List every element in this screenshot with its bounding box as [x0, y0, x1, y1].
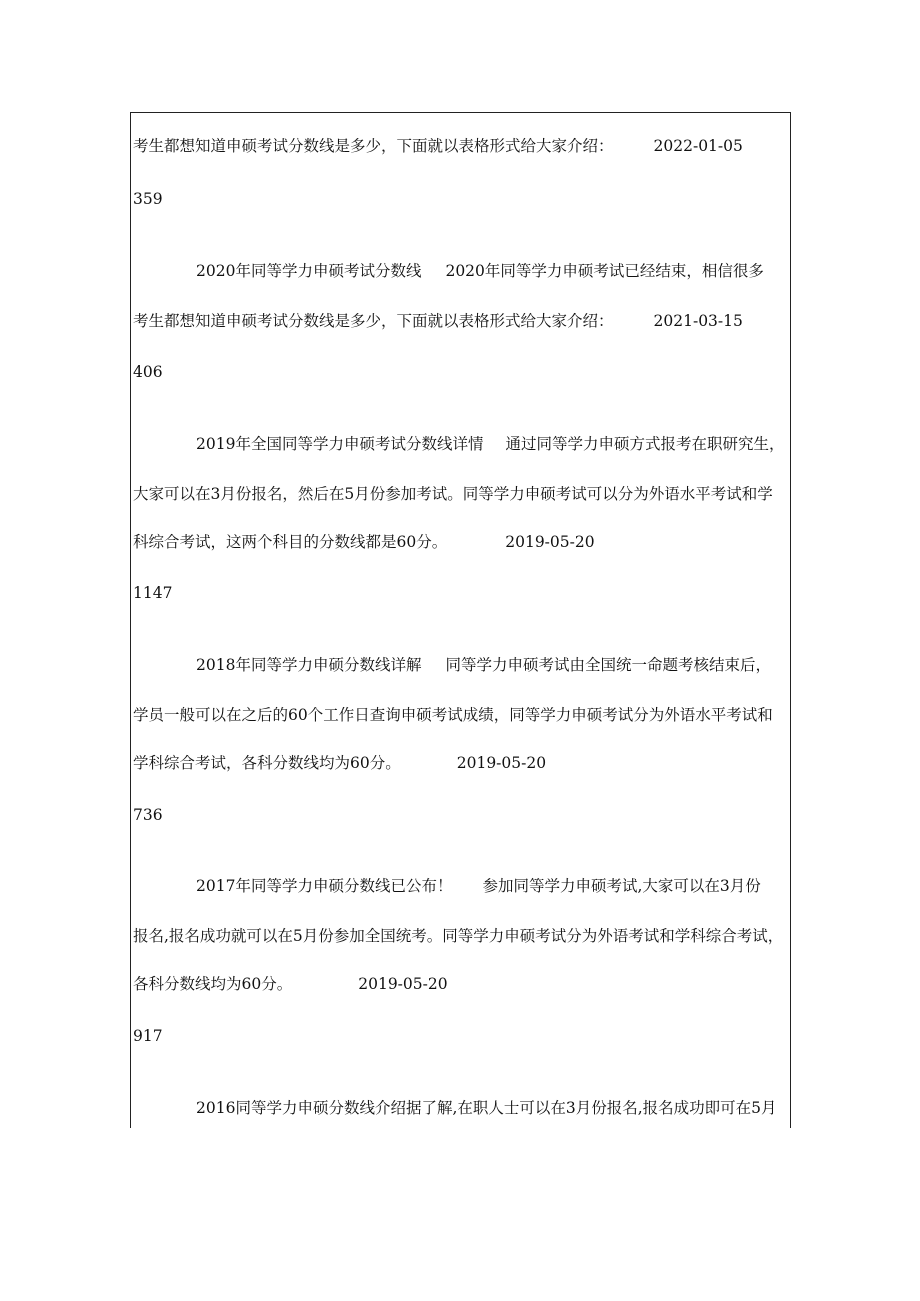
- entry-date: 2019-05-20: [358, 975, 448, 993]
- entry-line: [133, 705, 773, 725]
- entry-line: [196, 261, 764, 281]
- entry-text: 2020年同等学力申硕考试已经结束，相信很多: [445, 262, 764, 280]
- entry-text: 科综合考试，这两个科目的分数线都是60分。: [133, 533, 448, 551]
- entry-line: [133, 532, 595, 552]
- entry-line: [133, 753, 546, 773]
- entry-text: 报名,报名成功就可以在5月份参加全国统考。同等学力申硕考试分为外语考试和学科综合考试，: [133, 927, 784, 945]
- entry-text: 据了解,在职人士可以在3月份报名,报名成功即可在5月: [405, 1099, 777, 1117]
- entry-line: [196, 434, 784, 454]
- entry-text: 各科分数线均为60分。: [133, 975, 293, 993]
- entry-date: 2019-05-20: [456, 754, 547, 772]
- entry-text: 考生都想知道申硕考试分数线是多少，下面就以表格形式给大家介绍：: [133, 312, 614, 330]
- entry-line: [133, 136, 743, 156]
- entry-title[interactable]: 2020年同等学力申硕考试分数线: [196, 262, 422, 280]
- entry-title[interactable]: 2016同等学力申硕分数线介绍: [196, 1099, 406, 1117]
- entry-line: [196, 1098, 777, 1118]
- entry-views: 736: [133, 806, 163, 824]
- entry-text: 通过同等学力申硕方式报考在职研究生，: [505, 435, 785, 453]
- entry-line: [133, 311, 743, 331]
- entry-views: 406: [133, 363, 163, 381]
- entry-line: [133, 926, 783, 946]
- entry-text: 考生都想知道申硕考试分数线是多少，下面就以表格形式给大家介绍：: [133, 137, 614, 155]
- entry-date: 2022-01-05: [653, 137, 743, 155]
- entry-text: 大家可以在3月份报名，然后在5月份参加考试。同等学力申硕考试可以分为外语水平考试和学: [133, 485, 773, 503]
- entry-line: [196, 876, 761, 896]
- entry-title[interactable]: 2017年同等学力申硕分数线已公布！: [196, 877, 453, 895]
- entry-date: 2021-03-15: [653, 312, 743, 330]
- entry-line: [196, 655, 771, 675]
- entry-line: [133, 484, 773, 504]
- entry-text: 学科综合考试，各科分数线均为60分。: [133, 754, 401, 772]
- entry-text: 同等学力申硕考试由全国统一命题考核结束后，: [445, 656, 771, 674]
- entry-views: 1147: [133, 584, 173, 602]
- entry-line: [133, 974, 448, 994]
- entry-date: 2019-05-20: [505, 533, 595, 551]
- entry-views: 359: [133, 190, 163, 208]
- entry-text: 学员一般可以在之后的60个工作日查询申硕考试成绩，同等学力申硕考试分为外语水平考试和: [133, 706, 773, 724]
- entry-views: 917: [133, 1027, 163, 1045]
- entry-title[interactable]: 2018年同等学力申硕分数线详解: [196, 656, 422, 674]
- entry-title[interactable]: 2019年全国同等学力申硕考试分数线详情: [196, 435, 484, 453]
- entry-text: 参加同等学力申硕考试,大家可以在3月份: [482, 877, 761, 895]
